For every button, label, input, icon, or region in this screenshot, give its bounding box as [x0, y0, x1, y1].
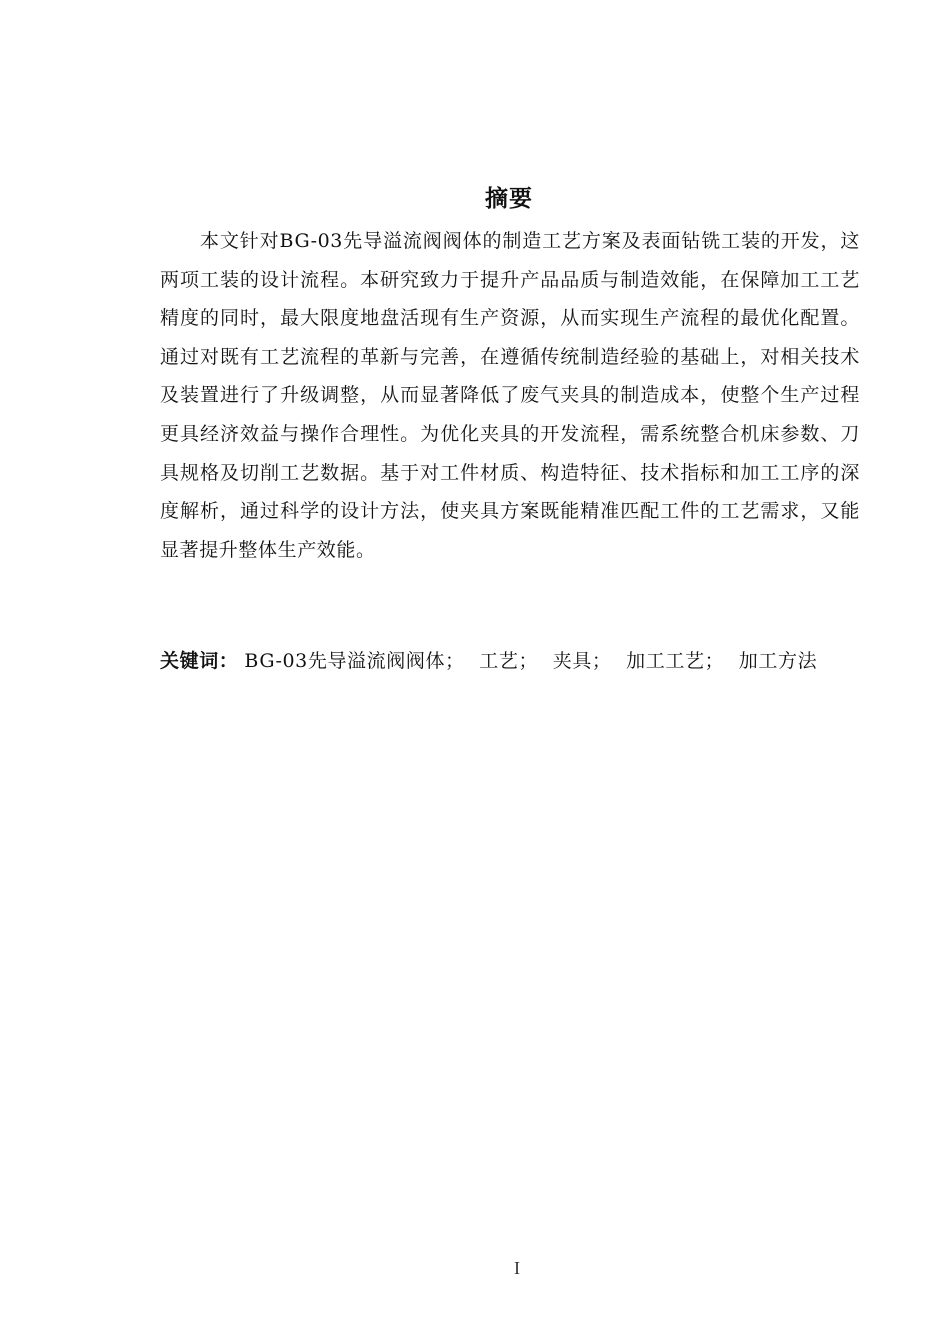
page-number: I	[514, 1258, 520, 1278]
keywords-list: BG-03先导溢流阀阀体； 工艺； 夹具； 加工工艺； 加工方法	[244, 650, 818, 672]
keywords-line	[160, 642, 850, 681]
keywords-label: 关键词：	[160, 650, 239, 672]
abstract-body: 本文针对BG-03先导溢流阀阀体的制造工艺方案及表面钻铣工装的开发，这两项工装的设计流程。本研究致力于提升产品品质与制造效能，在保障加工工艺精度的同时，最大限度地盘活现有生产资源，从而实现生产流程的最优化配置。通过对既有工艺流程的革新与完善，在遵循传统制造经验的基础上，对相关技术及装置进行了升级调整，从而显著降低了废气夹具的制造成本，使整个生产过程更具经济效益与操作合理性。为优化夹具的开发流程，需系统整合机床参数、刀具规格及切削工艺数据。基于对工件材质、构造特征、技术指标和加工工序的深度解析，通过科学的设计方法，使夹具方案既能精准匹配工件的工艺需求，又能显著提升整体生产效能。	[160, 230, 860, 561]
abstract-title: 摘要	[485, 186, 533, 212]
